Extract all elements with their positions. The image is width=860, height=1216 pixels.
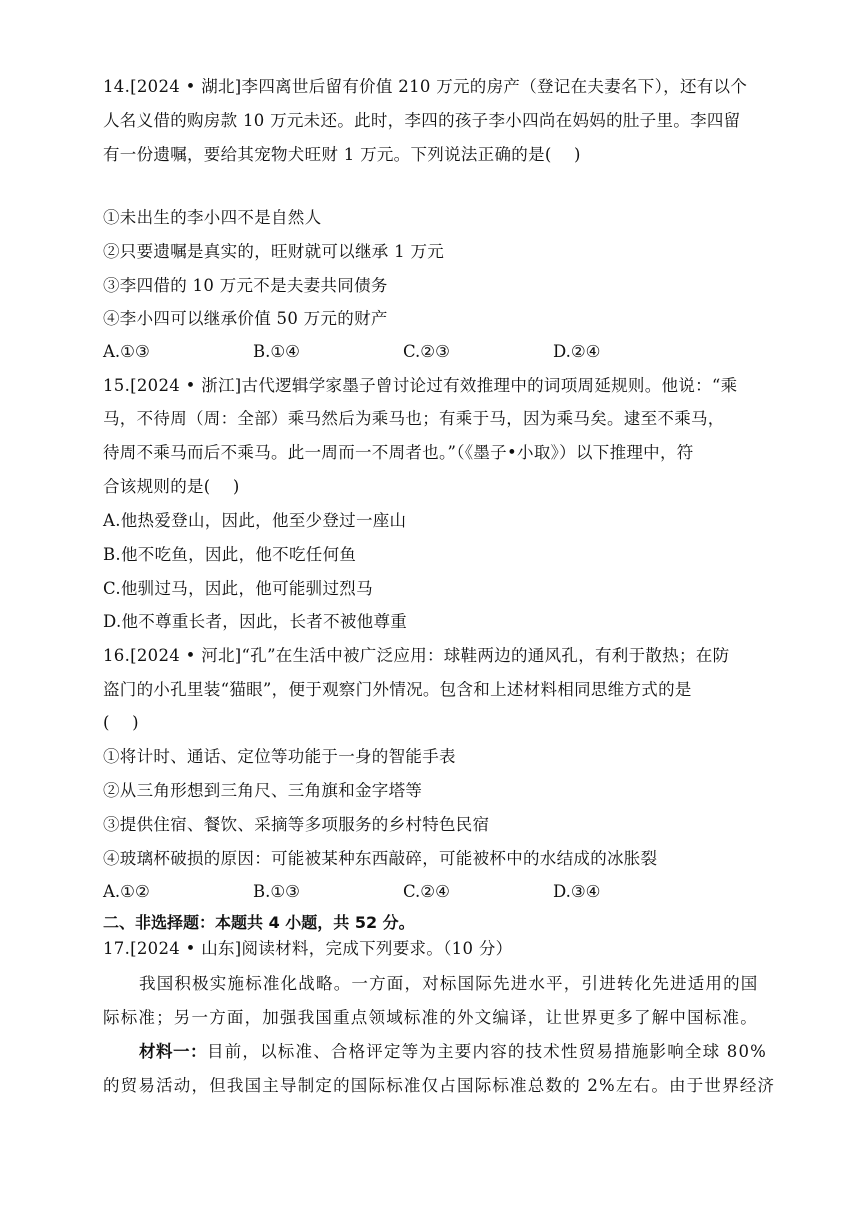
material-text: 目前，以标准、合格评定等为主要内容的技术性贸易措施影响全球 80% (207, 1042, 768, 1061)
q16-stem-line-3: ( ) (103, 713, 139, 732)
q14-stem-line-3: 有一份遗嘱，要给其宠物犬旺财 1 万元。下列说法正确的是( ) (103, 145, 581, 164)
q14-option-b: B.①④ (253, 342, 300, 361)
q15-option-d: D.他不尊重长者，因此，长者不被他尊重 (103, 612, 408, 631)
q14-item-4: ④李小四可以继承价值 50 万元的财产 (103, 309, 388, 328)
q16-option-d: D.③④ (553, 882, 601, 901)
q14-option-c: C.②③ (403, 342, 450, 361)
section-heading: 二、非选择题：本题共 4 小题，共 52 分。 (103, 913, 415, 932)
q16-item-1: ①将计时、通话、定位等功能于一身的智能手表 (103, 747, 456, 766)
q16-item-3: ③提供住宿、餐饮、采摘等多项服务的乡村特色民宿 (103, 815, 490, 834)
q15-option-a: A.他热爱登山，因此，他至少登过一座山 (103, 511, 407, 530)
q14-stem-line-2: 人名义借的购房款 10 万元未还。此时，李四的孩子李小四尚在妈妈的肚子里。李四留 (103, 111, 741, 130)
q14-item-3: ③李四借的 10 万元不是夫妻共同债务 (103, 276, 388, 295)
q15-stem-line-1: 15.[2024 • 浙江]古代逻辑学家墨子曾讨论过有效推理中的词项周延规则。他说：“乘 (103, 376, 738, 395)
q16-item-4: ④玻璃杯破损的原因：可能被某种东西敲碎，可能被杯中的水结成的冰胀裂 (103, 849, 658, 868)
q16-option-c: C.②④ (403, 882, 450, 901)
q17-intro-line-2: 际标准；另一方面，加强我国重点领域标准的外文编译，让世界更多了解中国标准。 (103, 1008, 758, 1027)
q14-option-d: D.②④ (553, 342, 601, 361)
q16-option-b: B.①③ (253, 882, 300, 901)
q16-stem-line-2: 盗门的小孔里装“猫眼”，便于观察门外情况。包含和上述材料相同思维方式的是 (103, 680, 692, 699)
q14-item-1: ①未出生的李小四不是自然人 (103, 208, 322, 227)
q14-item-2: ②只要遗嘱是真实的，旺财就可以继承 1 万元 (103, 242, 445, 261)
q17-material-line-1 (139, 1041, 767, 1063)
q15-stem-line-4: 合该规则的是( ) (103, 477, 240, 496)
q14-stem-line-1: 14.[2024 • 湖北]李四离世后留有价值 210 万元的房产（登记在夫妻名下），还有以个 (103, 77, 748, 96)
material-label: 材料一： (139, 1042, 207, 1061)
q15-option-c: C.他驯过马，因此，他可能驯过烈马 (103, 579, 373, 598)
q16-stem-line-1: 16.[2024 • 河北]“孔”在生活中被广泛应用：球鞋两边的通风孔，有利于散热；在防 (103, 646, 730, 665)
q16-option-a: A.①② (103, 882, 150, 901)
q17-material-line-2: 的贸易活动，但我国主导制定的国际标准仅占国际标准总数的 2%左右。由于世界经济 (103, 1076, 776, 1095)
q14-option-a: A.①③ (103, 342, 150, 361)
q17-intro-line-1: 我国积极实施标准化战略。一方面，对标国际先进水平，引进转化先进适用的国 (139, 974, 759, 993)
q17-stem-line-1: 17.[2024 • 山东]阅读材料，完成下列要求。（10 分） (103, 939, 513, 958)
q16-item-2: ②从三角形想到三角尺、三角旗和金字塔等 (103, 781, 423, 800)
q15-option-b: B.他不吃鱼，因此，他不吃任何鱼 (103, 545, 357, 564)
q15-stem-line-2: 马，不待周（周：全部）乘马然后为乘马也；有乘于马，因为乘马矣。逮至不乘马， (103, 409, 725, 428)
q15-stem-line-3: 待周不乘马而后不乘马。此一周而一不周者也。”（《墨子•小取》）以下推理中，符 (103, 443, 694, 462)
